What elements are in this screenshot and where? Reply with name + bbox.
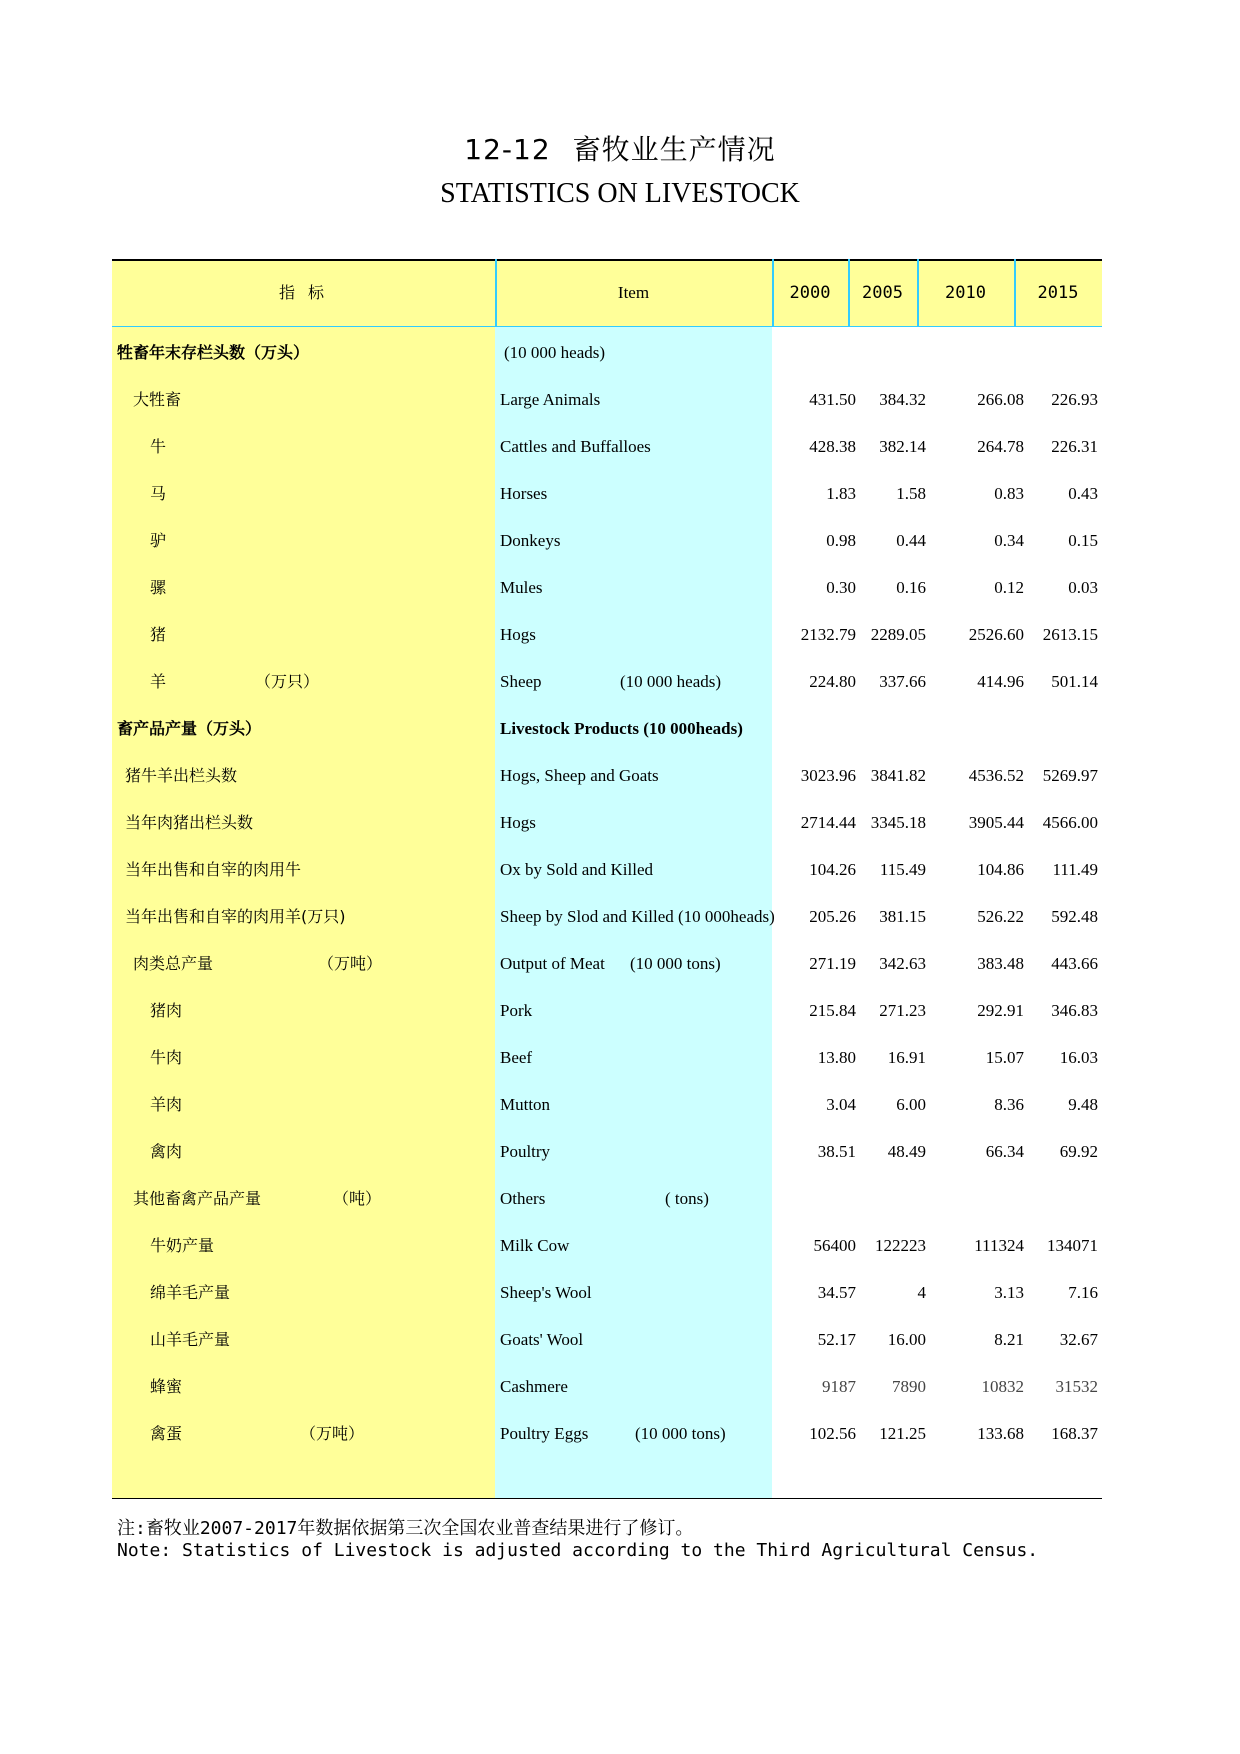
row-label-cn	[117, 752, 500, 799]
value-cell-2010: 8.21	[994, 1330, 1024, 1349]
title-cn-text: 畜牧业生产情况	[572, 133, 776, 166]
row-label-cn	[117, 470, 525, 517]
row-label-cn-text: 蜂蜜	[150, 1377, 183, 1396]
row-label-cn-text: 山羊毛产量	[150, 1330, 231, 1349]
table-row	[112, 1034, 1102, 1081]
value-cell-2000: 0.30	[826, 578, 856, 597]
value-cell-2005: 4	[917, 1283, 926, 1302]
value-cell-2015: 0.03	[1068, 578, 1098, 597]
row-unit-en: (10 000 heads)	[620, 672, 722, 691]
table-row	[112, 799, 1102, 846]
table-row	[112, 1175, 1102, 1222]
value-cell-2010: 414.96	[977, 672, 1024, 691]
row-label-cn	[117, 1363, 525, 1410]
table-row	[112, 470, 1102, 517]
row-label-en-text: Horses	[500, 484, 548, 503]
footnote	[117, 1518, 1038, 1562]
row-label-en	[500, 329, 776, 376]
row-label-cn-text: 畜产品产量（万头）	[117, 719, 262, 738]
row-label-en-text: Sheep's Wool	[500, 1283, 592, 1302]
value-cell-2005: 2289.05	[870, 625, 926, 644]
table-row	[112, 1222, 1102, 1269]
row-unit-en: (10 000 tons)	[630, 954, 721, 973]
table-row	[112, 376, 1102, 423]
value-cell-2005: 0.44	[896, 531, 926, 550]
row-label-en-text: Ox by Sold and Killed	[500, 860, 653, 879]
value-cell-2015: 346.83	[1051, 1001, 1098, 1020]
row-label-cn	[117, 329, 492, 376]
row-label-cn	[117, 846, 500, 893]
value-cell-2005: 122223	[875, 1236, 926, 1255]
table-row	[112, 1363, 1102, 1410]
header-year-2010: 2010	[945, 283, 986, 303]
row-label-cn-text: 马	[150, 484, 167, 503]
value-cell-2015	[1028, 1175, 1098, 1222]
livestock-table	[112, 259, 1102, 1499]
value-cell-2010: 3905.44	[968, 813, 1024, 832]
table-row	[112, 1269, 1102, 1316]
value-cell-2000: 3.04	[826, 1095, 856, 1114]
value-cell-2010: 4536.52	[968, 766, 1024, 785]
header-year-2015: 2015	[1037, 283, 1079, 303]
row-unit-cn: （万吨）	[300, 1424, 365, 1443]
value-cell-2005: 342.63	[879, 954, 926, 973]
table-row	[112, 329, 1102, 376]
table-row	[112, 611, 1102, 658]
value-cell-2000: 215.84	[809, 1001, 856, 1020]
row-label-cn	[117, 1175, 508, 1222]
value-cell-2000	[772, 705, 856, 752]
value-cell-2005: 271.23	[879, 1001, 926, 1020]
value-cell-2000: 1.83	[826, 484, 856, 503]
value-cell-2005: 384.32	[879, 390, 926, 409]
table-bottom-rule	[112, 1498, 1102, 1499]
row-label-cn	[117, 893, 500, 940]
value-cell-2015	[1028, 329, 1098, 376]
row-label-en	[500, 611, 772, 658]
value-cell-2015: 0.43	[1068, 484, 1098, 503]
value-cell-2010: 104.86	[977, 860, 1024, 879]
row-label-cn-text: 驴	[150, 531, 167, 550]
row-label-cn-text: 当年出售和自宰的肉用羊(万只)	[125, 907, 346, 926]
value-cell-2015: 501.14	[1051, 672, 1098, 691]
value-cell-2000: 13.80	[817, 1048, 856, 1067]
value-cell-2005: 382.14	[879, 437, 926, 456]
row-label-cn-text: 牛	[150, 437, 167, 456]
value-cell-2005: 115.49	[879, 860, 926, 879]
table-row	[112, 1128, 1102, 1175]
table-number: 12-12	[464, 133, 551, 166]
table-row	[112, 846, 1102, 893]
row-label-en-text: Livestock Products (10 000heads)	[500, 719, 743, 738]
value-cell-2000	[772, 329, 856, 376]
row-unit-cn: （吨）	[333, 1189, 382, 1208]
row-label-en	[500, 1034, 772, 1081]
row-unit-cn: （万吨）	[318, 954, 383, 973]
value-cell-2010: 15.07	[985, 1048, 1024, 1067]
row-label-en-text: Cattles and Buffalloes	[500, 437, 651, 456]
value-cell-2015: 69.92	[1059, 1142, 1098, 1161]
row-label-cn	[117, 705, 492, 752]
footnote-en: Note: Statistics of Livestock is adjusted according to the Third Agricultural Census.	[117, 1540, 1039, 1561]
row-label-cn	[117, 376, 508, 423]
table-row	[112, 658, 1102, 705]
value-cell-2000: 2714.44	[800, 813, 856, 832]
row-label-en-text: (10 000 heads)	[504, 343, 606, 362]
row-label-cn	[117, 1222, 525, 1269]
value-cell-2005: 48.49	[887, 1142, 926, 1161]
row-label-en	[500, 846, 772, 893]
row-label-en-text: Hogs	[500, 625, 536, 644]
value-cell-2000: 2132.79	[800, 625, 856, 644]
value-cell-2010	[930, 705, 1024, 752]
row-label-en	[500, 376, 772, 423]
row-label-cn-text: 大牲畜	[133, 390, 182, 409]
row-label-cn-text: 骡	[150, 578, 167, 597]
row-label-en-text: Donkeys	[500, 531, 561, 550]
row-label-cn-text: 猪	[150, 625, 167, 644]
value-cell-2015: 111.49	[1052, 860, 1098, 879]
value-cell-2015: 226.31	[1051, 437, 1098, 456]
table-row	[112, 940, 1102, 987]
row-label-en-text: Hogs, Sheep and Goats	[500, 766, 659, 785]
row-label-cn-text: 当年出售和自宰的肉用牛	[125, 860, 302, 879]
value-cell-2015: 592.48	[1051, 907, 1098, 926]
row-label-en	[500, 470, 772, 517]
value-cell-2000: 0.98	[826, 531, 856, 550]
row-label-en	[500, 564, 772, 611]
value-cell-2015: 4566.00	[1042, 813, 1098, 832]
row-label-cn	[117, 799, 500, 846]
row-label-en	[500, 658, 772, 705]
value-cell-2005	[860, 1175, 926, 1222]
value-cell-2010: 383.48	[977, 954, 1024, 973]
value-cell-2010: 8.36	[994, 1095, 1024, 1114]
header-indicator-cn: 指 标	[278, 283, 329, 302]
header-item-en: Item	[617, 283, 650, 302]
table-row	[112, 893, 1102, 940]
value-cell-2010: 2526.60	[968, 625, 1024, 644]
row-label-cn	[117, 564, 525, 611]
row-label-cn	[117, 1034, 525, 1081]
row-label-en-text: Goats' Wool	[500, 1330, 584, 1349]
value-cell-2000: 9187	[822, 1377, 856, 1396]
row-label-cn-text: 其他畜禽产品产量	[133, 1189, 262, 1208]
value-cell-2005: 16.00	[887, 1330, 926, 1349]
value-cell-2010: 0.83	[994, 484, 1024, 503]
row-label-cn	[117, 940, 508, 987]
row-label-cn-text: 牲畜年末存栏头数（万头）	[117, 343, 310, 362]
value-cell-2005: 1.58	[896, 484, 926, 503]
row-label-en-text: Others	[500, 1189, 546, 1208]
value-cell-2010: 3.13	[994, 1283, 1024, 1302]
row-label-cn-text: 肉类总产量	[133, 954, 214, 973]
table-row	[112, 564, 1102, 611]
table-row	[112, 1410, 1102, 1457]
row-label-en	[500, 1410, 772, 1457]
value-cell-2015: 9.48	[1068, 1095, 1098, 1114]
row-label-en	[500, 423, 772, 470]
row-label-en-text: Poultry Eggs	[500, 1424, 589, 1443]
value-cell-2010: 266.08	[977, 390, 1024, 409]
row-label-en-text: Mules	[500, 578, 543, 597]
row-label-cn-text: 羊	[150, 672, 167, 691]
row-label-cn-text: 绵羊毛产量	[150, 1283, 231, 1302]
row-label-cn-text: 牛奶产量	[150, 1236, 215, 1255]
value-cell-2000: 104.26	[809, 860, 856, 879]
row-label-en	[500, 1363, 772, 1410]
value-cell-2010: 111324	[974, 1236, 1024, 1255]
table-row	[112, 1316, 1102, 1363]
value-cell-2015: 134071	[1047, 1236, 1098, 1255]
value-cell-2015: 5269.97	[1042, 766, 1098, 785]
row-label-cn	[117, 1410, 525, 1457]
value-cell-2015: 0.15	[1068, 531, 1098, 550]
table-row	[112, 1081, 1102, 1128]
row-label-cn-text: 牛肉	[150, 1048, 183, 1067]
row-label-en	[500, 1128, 772, 1175]
row-label-en	[500, 752, 772, 799]
row-label-en-text: Sheep by Slod and Killed (10 000heads)	[500, 907, 775, 926]
value-cell-2010: 66.34	[985, 1142, 1024, 1161]
value-cell-2000: 52.17	[817, 1330, 856, 1349]
row-label-cn	[117, 1269, 525, 1316]
value-cell-2000: 224.80	[809, 672, 856, 691]
value-cell-2005: 3841.82	[870, 766, 926, 785]
row-label-en-text: Beef	[500, 1048, 533, 1067]
value-cell-2015: 226.93	[1051, 390, 1098, 409]
value-cell-2000: 3023.96	[800, 766, 856, 785]
value-cell-2000: 34.57	[817, 1283, 856, 1302]
row-unit-en: ( tons)	[665, 1189, 709, 1208]
value-cell-2005: 16.91	[887, 1048, 926, 1067]
row-unit-en: (10 000 tons)	[635, 1424, 726, 1443]
value-cell-2010: 526.22	[977, 907, 1024, 926]
row-label-en-text: Sheep	[500, 672, 542, 691]
row-label-en-text: Output of Meat	[500, 954, 605, 973]
row-label-en	[500, 1081, 772, 1128]
table-row	[112, 987, 1102, 1034]
row-label-en	[500, 517, 772, 564]
row-label-en-text: Pork	[500, 1001, 533, 1020]
row-label-cn-text: 当年肉猪出栏头数	[125, 813, 254, 832]
row-label-en-text: Large Animals	[500, 390, 601, 409]
value-cell-2000: 205.26	[809, 907, 856, 926]
row-label-cn	[117, 423, 525, 470]
row-label-en-text: Mutton	[500, 1095, 551, 1114]
value-cell-2000: 102.56	[809, 1424, 856, 1443]
row-label-cn-text: 猪牛羊出栏头数	[125, 766, 238, 785]
value-cell-2000: 431.50	[809, 390, 856, 409]
row-label-cn-text: 禽肉	[150, 1142, 183, 1161]
table-row	[112, 705, 1102, 752]
value-cell-2005: 381.15	[879, 907, 926, 926]
header-year-2005: 2005	[862, 283, 903, 303]
value-cell-2010: 0.34	[994, 531, 1024, 550]
header-year-2000: 2000	[789, 283, 831, 303]
row-label-cn-text: 禽蛋	[150, 1424, 183, 1443]
table-row	[112, 517, 1102, 564]
row-label-en-text: Hogs	[500, 813, 536, 832]
value-cell-2010: 133.68	[977, 1424, 1024, 1443]
page-title-cn	[0, 128, 1240, 168]
row-label-en	[500, 1269, 772, 1316]
row-label-en-text: Milk Cow	[500, 1236, 570, 1255]
row-label-en	[500, 893, 775, 940]
row-label-en	[500, 705, 772, 752]
row-label-en-text: Poultry	[500, 1142, 551, 1161]
value-cell-2000: 56400	[813, 1236, 856, 1255]
row-label-cn	[117, 658, 525, 705]
table-row	[112, 423, 1102, 470]
row-label-cn	[117, 611, 525, 658]
row-label-cn	[117, 987, 525, 1034]
value-cell-2010: 292.91	[977, 1001, 1024, 1020]
value-cell-2015	[1028, 705, 1098, 752]
value-cell-2005: 337.66	[879, 672, 926, 691]
value-cell-2005: 0.16	[896, 578, 926, 597]
row-label-en	[500, 1175, 772, 1222]
value-cell-2010: 10832	[981, 1377, 1024, 1396]
value-cell-2005	[860, 329, 926, 376]
value-cell-2015: 168.37	[1051, 1424, 1098, 1443]
value-cell-2000: 428.38	[809, 437, 856, 456]
table-row	[112, 752, 1102, 799]
value-cell-2005: 6.00	[896, 1095, 926, 1114]
value-cell-2000: 38.51	[817, 1142, 856, 1161]
value-cell-2010	[930, 329, 1024, 376]
value-cell-2015: 443.66	[1051, 954, 1098, 973]
value-cell-2005: 121.25	[879, 1424, 926, 1443]
row-label-en-text: Cashmere	[500, 1377, 568, 1396]
value-cell-2015: 2613.15	[1042, 625, 1098, 644]
row-label-cn	[117, 1081, 525, 1128]
value-cell-2015: 32.67	[1059, 1330, 1098, 1349]
row-label-en	[500, 1316, 772, 1363]
value-cell-2005: 3345.18	[870, 813, 926, 832]
row-label-en	[500, 987, 772, 1034]
value-cell-2015: 7.16	[1068, 1283, 1098, 1302]
row-label-cn	[117, 1316, 525, 1363]
row-unit-cn: （万只）	[255, 672, 320, 691]
value-cell-2010: 0.12	[994, 578, 1024, 597]
value-cell-2000: 271.19	[809, 954, 856, 973]
value-cell-2010: 264.78	[977, 437, 1024, 456]
row-label-en	[500, 1222, 772, 1269]
page-title-en: STATISTICS ON LIVESTOCK	[440, 178, 800, 209]
row-label-en	[500, 940, 772, 987]
value-cell-2010	[930, 1175, 1024, 1222]
value-cell-2015: 31532	[1055, 1377, 1098, 1396]
row-label-cn	[117, 1128, 525, 1175]
value-cell-2015: 16.03	[1059, 1048, 1098, 1067]
value-cell-2000	[772, 1175, 856, 1222]
row-label-cn-text: 猪肉	[150, 1001, 183, 1020]
value-cell-2005	[860, 705, 926, 752]
row-label-en	[500, 799, 772, 846]
row-label-cn	[117, 517, 525, 564]
row-label-cn-text: 羊肉	[150, 1095, 183, 1114]
footnote-cn: 注:畜牧业2007-2017年数据依据第三次全国农业普查结果进行了修订。	[117, 1518, 694, 1539]
value-cell-2005: 7890	[892, 1377, 926, 1396]
